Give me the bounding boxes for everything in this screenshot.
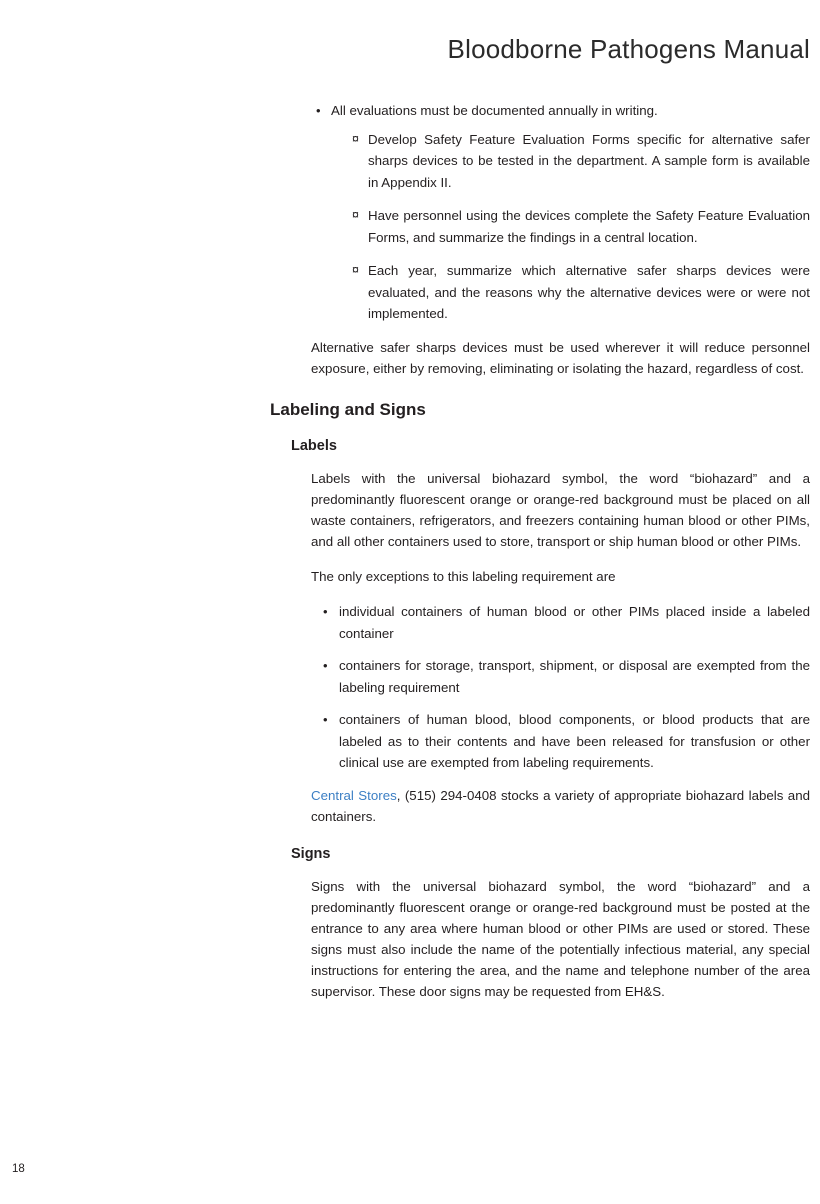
central-stores-text: , (515) 294-0408 stocks a variety of appropriate biohazard labels and containers. bbox=[311, 787, 810, 824]
central-stores-paragraph bbox=[305, 785, 810, 828]
bullet-icon: • bbox=[323, 604, 328, 619]
page-number: 18 bbox=[12, 1163, 25, 1175]
bullet-icon: • bbox=[316, 103, 321, 118]
central-stores-link[interactable]: Central Stores bbox=[311, 787, 397, 803]
section-labeling-and-signs bbox=[270, 399, 810, 1002]
sublist-marker-icon: ¤ bbox=[352, 263, 359, 277]
list-item-text: containers for storage, transport, shipment, or disposal are exempted from the labeling requirement bbox=[339, 658, 810, 695]
list-item bbox=[305, 100, 810, 122]
list-item bbox=[305, 709, 810, 774]
subsection-heading-signs: Signs bbox=[291, 845, 331, 862]
list-item bbox=[305, 260, 810, 325]
signs-paragraph bbox=[305, 876, 810, 1002]
labels-paragraph-1 bbox=[305, 468, 810, 552]
labels-paragraph-2 bbox=[305, 566, 810, 588]
list-item bbox=[305, 601, 810, 644]
subsection-signs bbox=[291, 845, 810, 1002]
paragraph-text: The only exceptions to this labeling requirement are bbox=[311, 568, 616, 584]
list-item-text: containers of human blood, blood components, or blood products that are labeled as to their contents and have been released for transfusion or other clinical use are exempted from labeling requirements. bbox=[339, 712, 810, 770]
list-item-text: All evaluations must be documented annually in writing. bbox=[331, 103, 658, 118]
bullet-icon: • bbox=[323, 658, 328, 673]
list-item-text: Develop Safety Feature Evaluation Forms specific for alternative safer sharps devices to be tested in the department. A sample form is available in Appendix II. bbox=[368, 131, 810, 190]
subsection-heading-labels: Labels bbox=[291, 437, 337, 454]
list-item-text: individual containers of human blood or other PIMs placed inside a labeled container bbox=[339, 604, 810, 641]
paragraph-text: Signs with the universal biohazard symbol, the word “biohazard” and a predominantly fluorescent orange or orange-red background must be posted at the entrance to any area where human blood or other PIMs are used or stored. These signs must also include the name of the potentially infectious material, any special instructions for entering the area, and the name and telephone number of the area supervisor. These door signs may be requested from EH&S. bbox=[311, 878, 810, 999]
page-title: Bloodborne Pathogens Manual bbox=[447, 34, 810, 64]
section-heading: Labeling and Signs bbox=[270, 399, 426, 419]
sublist-marker-icon: ¤ bbox=[352, 208, 359, 222]
list-item bbox=[305, 205, 810, 248]
paragraph-text: Alternative safer sharps devices must be used wherever it will reduce personnel exposure, either by removing, eliminating or isolating the hazard, regardless of cost. bbox=[311, 339, 810, 376]
paragraph-text: Labels with the universal biohazard symbol, the word “biohazard” and a predominantly fluorescent orange or orange-red background must be placed on all waste containers, refrigerators, and freezers containing human blood or other PIMs, and all other containers used to store, transport or ship human blood or other PIMs. bbox=[311, 470, 810, 549]
sublist-marker-icon: ¤ bbox=[352, 131, 359, 146]
list-item bbox=[305, 129, 810, 194]
page-content bbox=[270, 100, 810, 1016]
paragraph-text bbox=[311, 785, 810, 828]
paragraph-alternative-sharps bbox=[305, 337, 810, 380]
list-item bbox=[305, 655, 810, 698]
list-item-text: Each year, summarize which alternative safer sharps devices were evaluated, and the reasons why the alternative devices were or were not implemented. bbox=[368, 263, 810, 321]
bullet-icon: • bbox=[323, 712, 328, 727]
list-item-text: Have personnel using the devices complete the Safety Feature Evaluation Forms, and summarize the findings in a central location. bbox=[368, 208, 810, 245]
